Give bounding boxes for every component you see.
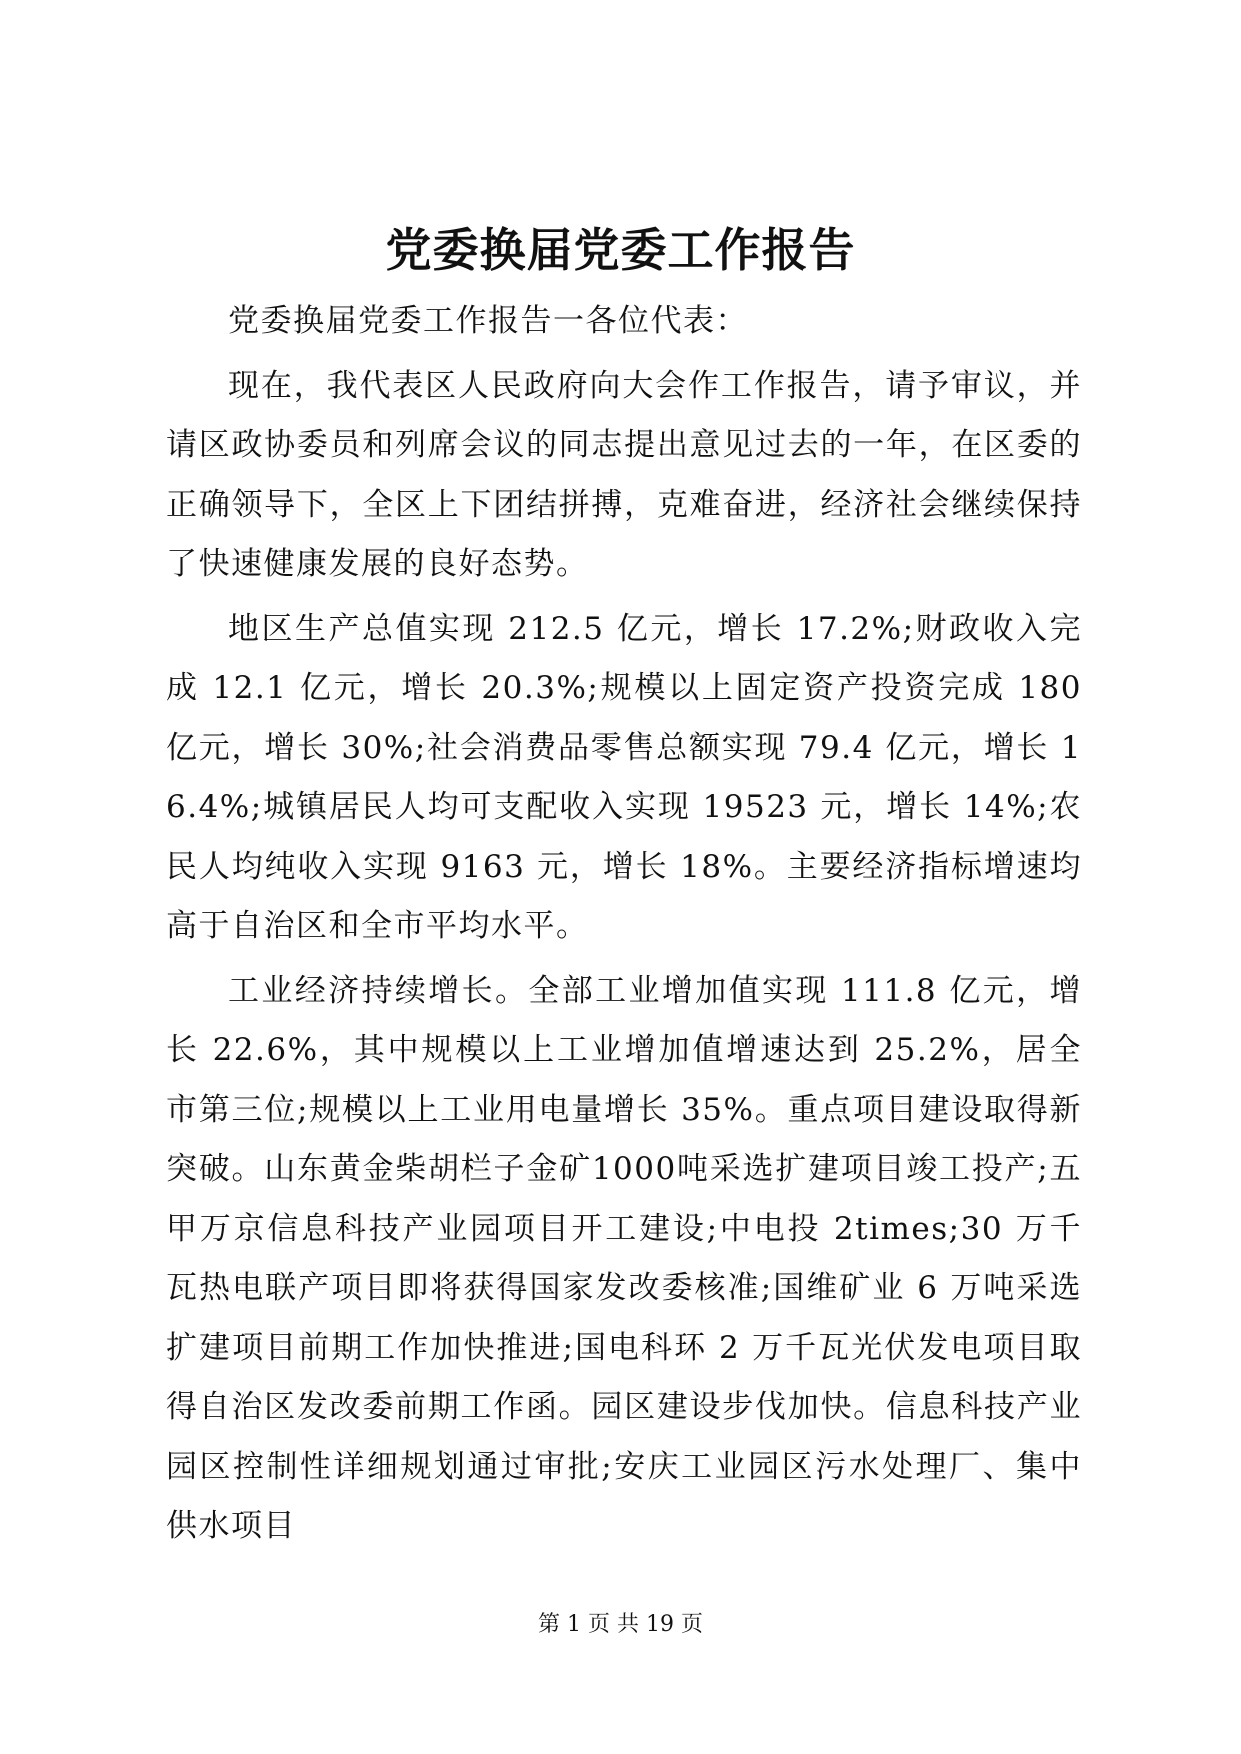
paragraph-salutation: 党委换届党委工作报告一各位代表： (228, 303, 748, 339)
paragraph-opening: 现在，我代表区人民政府向大会作工作报告，请予审议，并请区政协委员和列席会议的同志提出意见过去的一年，在区委的正确领导下，全区上下团结拼搏，克难奋进，经济社会继续保持了快速健康发展的良好态势。 (166, 367, 1082, 582)
page-number-footer: 第 1 页 共 19 页 (538, 1612, 703, 1637)
document-body (166, 292, 1082, 1557)
paragraph-industrial-economy: 工业经济持续增长。全部工业增加值实现 111.8 亿元，增长 22.6%，其中规模以上工业增加值增速达到 25.2%，居全市第三位;规模以上工业用电量增长 35%。重点项目建设取得新突破。山东黄金柴胡栏子金矿1000吨采选扩建项目竣工投产;五甲万京信息科技产业园项目开工建设;中电投 2times;30 万千瓦热电联产项目即将获得国家发改委核准;国维矿业 6 万吨采选扩建项目前期工作加快推进;国电科环 2 万千瓦光伏发电项目取得自治区发改委前期工作函。园区建设步伐加快。信息科技产业园区控制性详细规划通过审批;安庆工业园区污水处理厂、集中供水项目 (166, 972, 1082, 1544)
document-title: 党委换届党委工作报告 (385, 223, 856, 277)
paragraph-economic-indicators: 地区生产总值实现 212.5 亿元，增长 17.2%;财政收入完成 12.1 亿元，增长 20.3%;规模以上固定资产投资完成 180 亿元，增长 30%;社会消费品零售总额实现 79.4 亿元，增长 16.4%;城镇居民人均可支配收入实现 19523 元，增长 14%;农民人均纯收入实现 9163 元，增长 18%。主要经济指标增速均高于自治区和全市平均水平。 (166, 610, 1082, 944)
